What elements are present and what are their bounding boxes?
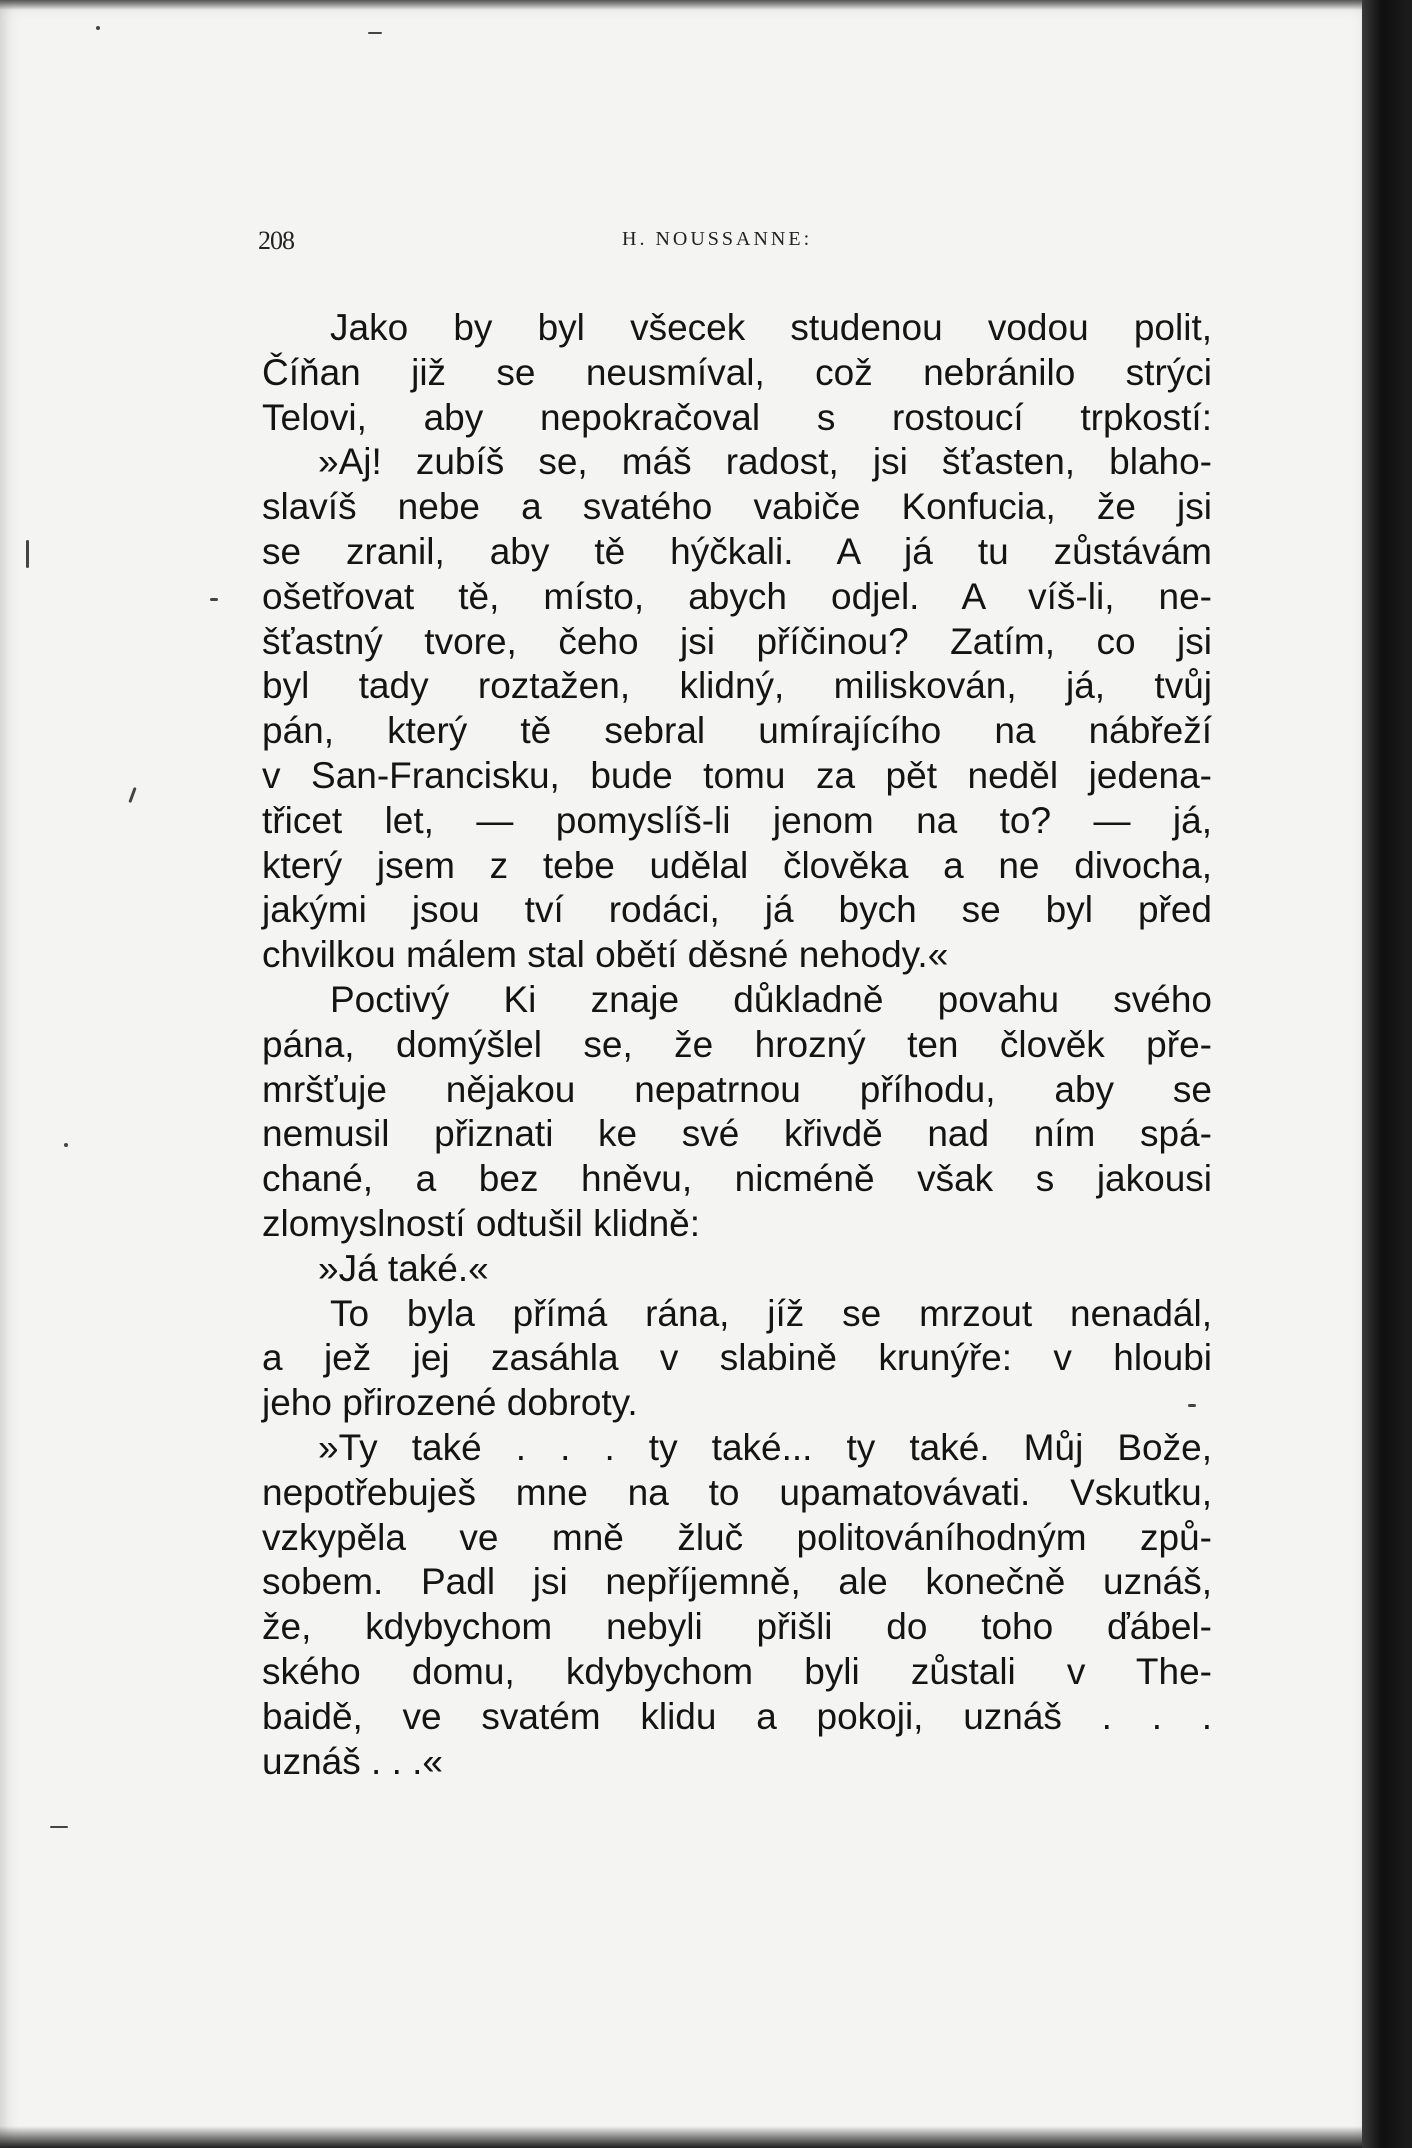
book-spine-edge: [1362, 0, 1412, 2148]
text-line: ošetřovat tě, místo, abych odjel. A víš-li, ne-: [262, 575, 1212, 617]
text-line: byl tady roztažen, klidný, miliskován, já, tvůj: [262, 665, 1212, 707]
text-line: To byla přímá rána, jíž se mrzout nenadál,: [330, 1292, 1212, 1334]
text-line: nemusil přiznati ke své křivdě nad ním spá-: [262, 1113, 1212, 1155]
text-line: že, kdybychom nebyli přišli do toho ďábel-: [262, 1606, 1212, 1648]
running-head-author: H. NOUSSANNE:: [622, 228, 813, 250]
margin-speck: [210, 598, 218, 601]
text-line: »Já také.«: [318, 1247, 489, 1289]
text-line: třicet let, — pomyslíš-li jenom na to? — já,: [262, 799, 1212, 841]
text-line: baidě, ve svatém klidu a pokoji, uznáš . . .: [262, 1695, 1212, 1737]
text-line: Číňan již se neusmíval, což nebránilo strýci: [262, 351, 1212, 393]
text-line: chvilkou málem stal obětí děsné nehody.«: [262, 934, 949, 976]
margin-speck: [128, 787, 136, 803]
text-line: se zranil, aby tě hýčkali. A já tu zůstávám: [262, 530, 1212, 572]
text-line: jakými jsou tví rodáci, já bych se byl před: [262, 889, 1212, 931]
text-line: nepotřebuješ mne na to upamatovávati. Vskutku,: [262, 1471, 1212, 1513]
text-line: »Ty také . . . ty také... ty také. Můj Bože,: [318, 1426, 1212, 1468]
body-text: [262, 306, 1212, 1784]
text-line: »Aj! zubíš se, máš radost, jsi šťasten, blaho-: [318, 441, 1212, 483]
margin-speck: [96, 26, 100, 30]
text-line: slavíš nebe a svatého vabiče Konfucia, že jsi: [262, 486, 1212, 528]
text-line: a jež jej zasáhla v slabině krunýře: v hloubi: [262, 1337, 1212, 1379]
running-head: [258, 222, 1218, 262]
text-line: Telovi, aby nepokračoval s rostoucí trpkostí:: [262, 396, 1212, 438]
margin-speck: [368, 32, 382, 34]
page-bottom-shadow: [0, 2126, 1372, 2148]
page-top-shadow: [0, 0, 1372, 10]
text-line: který jsem z tebe udělal člověka a ne divocha,: [262, 844, 1212, 886]
text-line: pán, který tě sebral umírajícího na nábřeží: [262, 710, 1212, 752]
text-line: ského domu, kdybychom byli zůstali v The-: [262, 1650, 1212, 1692]
text-line: mršťuje nějakou nepatrnou příhodu, aby se: [262, 1068, 1212, 1110]
text-line: pána, domýšlel se, že hrozný ten člověk pře-: [262, 1023, 1212, 1065]
margin-speck: [50, 1826, 68, 1828]
text-line: zlomyslností odtušil klidně:: [262, 1202, 701, 1244]
text-line: uznáš . . .«: [262, 1740, 443, 1782]
text-line: v San-Francisku, bude tomu za pět neděl jedena-: [262, 754, 1212, 796]
text-line: Jako by byl všecek studenou vodou polit,: [330, 307, 1212, 348]
text-line: vzkypěla ve mně žluč politováníhodným způ-: [262, 1516, 1212, 1558]
margin-speck: [64, 1143, 68, 1147]
text-line: Poctivý Ki znaje důkladně povahu svého: [330, 978, 1212, 1020]
text-line: chané, a bez hněvu, nicméně však s jakousi: [262, 1158, 1212, 1200]
margin-speck: [26, 540, 29, 568]
text-line: sobem. Padl jsi nepříjemně, ale konečně uznáš,: [262, 1561, 1212, 1603]
text-line: jeho přirozené dobroty.: [262, 1382, 638, 1424]
text-line: šťastný tvore, čeho jsi příčinou? Zatím, co jsi: [262, 620, 1212, 662]
page-number: 208: [258, 226, 294, 255]
